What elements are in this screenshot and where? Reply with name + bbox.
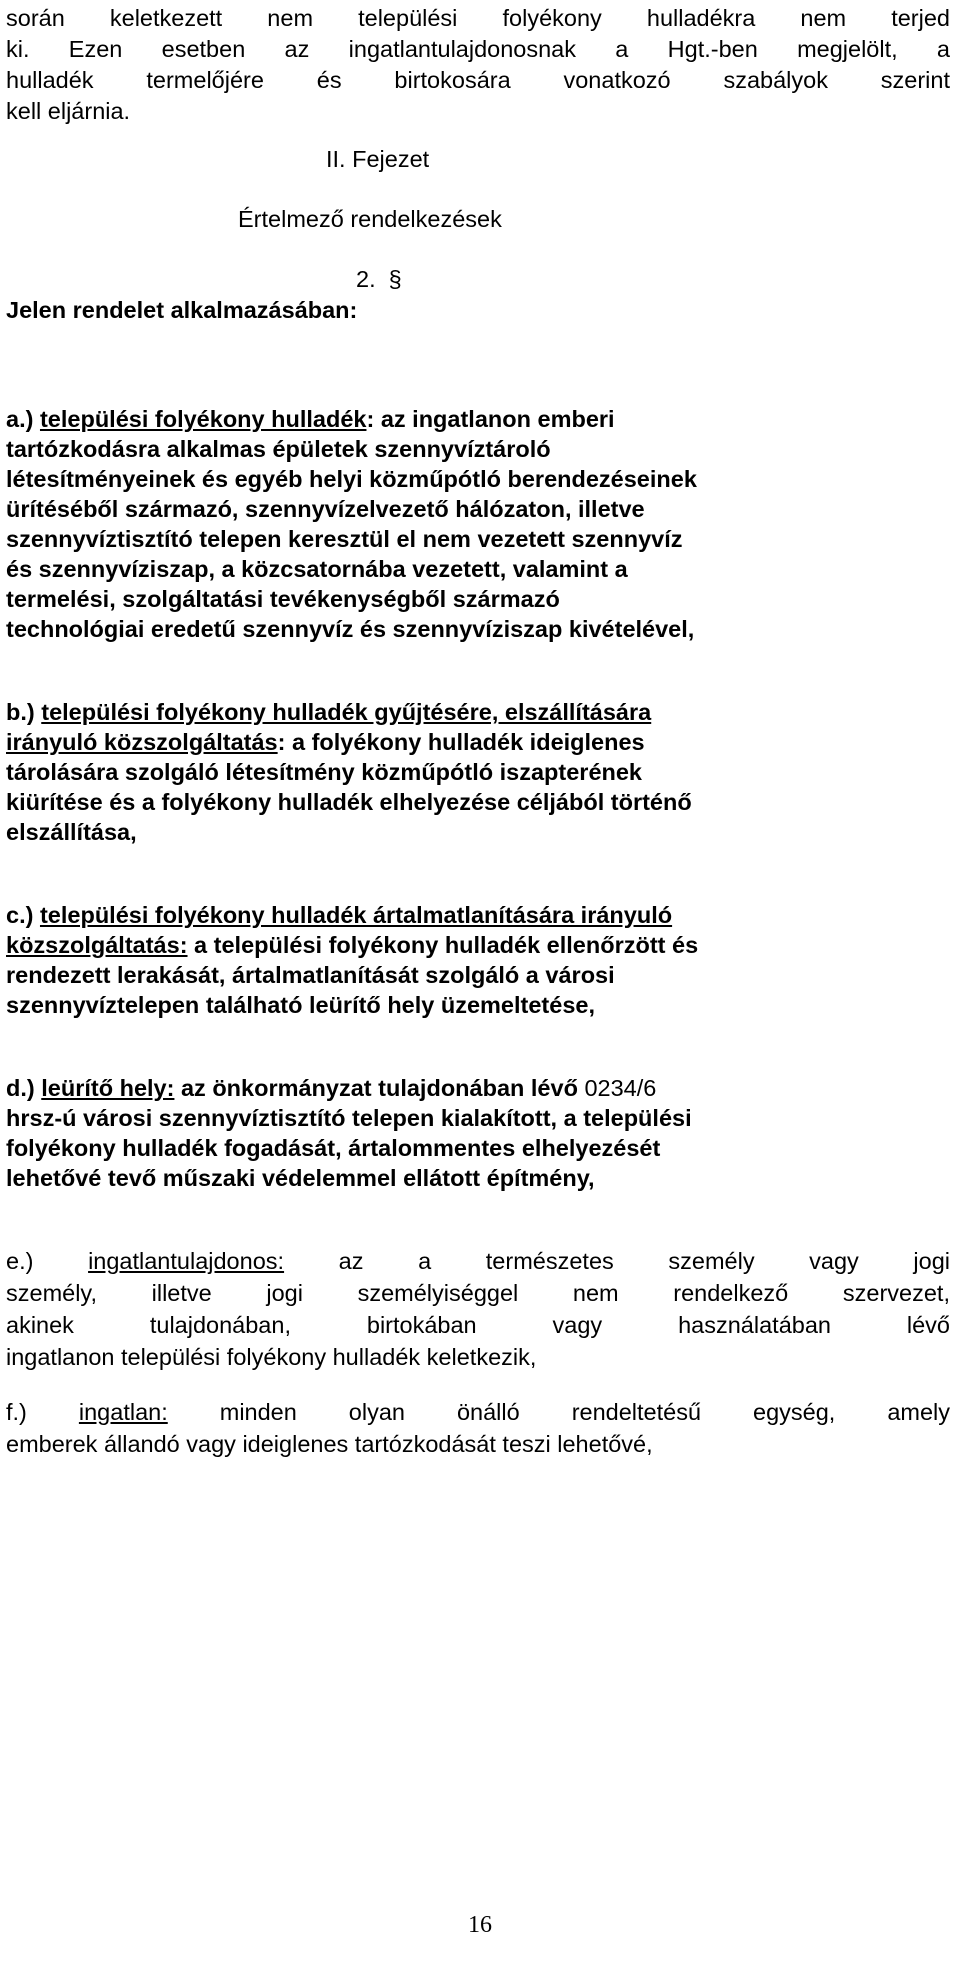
definition-text: : az ingatlanon emberi (366, 406, 615, 432)
definition-term: irányuló közszolgáltatás (6, 729, 278, 755)
definition-line: termelési, szolgáltatási tevékenységből származó (6, 586, 560, 612)
lead-sentence: Jelen rendelet alkalmazásában: (6, 297, 358, 323)
definition-line: elszállítása, (6, 819, 137, 845)
definition-marker: c.) (6, 902, 34, 928)
definition-text: minden olyan önálló rendeltetésű egység, amely (167, 1399, 951, 1425)
definition-e-first-line (6, 1247, 950, 1276)
definition-text: : a folyékony hulladék ideiglenes (277, 729, 645, 755)
definition-line: lehetővé tevő műszaki védelemmel ellátott építmény, (6, 1165, 595, 1191)
definition-term: közszolgáltatás: (6, 932, 188, 958)
definition-b-second-line (6, 728, 645, 757)
page-number: 16 (468, 1912, 492, 1938)
definition-marker: f.) (6, 1399, 27, 1425)
intro-line: kell eljárnia. (6, 98, 131, 124)
definition-a-first-line (6, 405, 615, 434)
definition-line: rendezett lerakását, ártalmatlanítását szolgáló a városi (6, 962, 615, 988)
definition-line: hrsz-ú városi szennyvíztisztító telepen kialakított, a települési (6, 1105, 692, 1131)
definition-marker: a.) (6, 406, 34, 432)
section-number-value: 2. (356, 266, 376, 292)
definition-line: kiürítése és a folyékony hulladék elhelyezése céljából történő (6, 789, 692, 815)
definition-text: az önkormányzat tulajdonában lévő (174, 1075, 585, 1101)
definition-line: és szennyvíziszap, a közcsatornába vezetett, valamint a (6, 556, 628, 582)
definition-line: személy, illetve jogi személyiséggel nem rendelkező szervezet, (6, 1280, 950, 1306)
intro-line: ki. Ezen esetben az ingatlantulajdonosnak a Hgt.-ben megjelölt, a (6, 36, 950, 62)
definition-line: szennyvíztelepen található leürítő hely üzemeltetése, (6, 992, 595, 1018)
definition-term: települési folyékony hulladék ártalmatlanítására irányuló (39, 902, 673, 928)
chapter-title: Értelmező rendelkezések (238, 206, 502, 232)
definition-text: az a természetes személy vagy jogi (284, 1248, 951, 1274)
definition-term: települési folyékony hulladék gyűjtésére, elszállítására (41, 699, 652, 725)
definition-term: települési folyékony hulladék (39, 406, 367, 432)
definition-line: létesítményeinek és egyéb helyi közműpótló berendezéseinek (6, 466, 697, 492)
definition-line: ingatlanon települési folyékony hulladék keletkezik, (6, 1344, 537, 1370)
definition-term: leürítő hely: (41, 1075, 175, 1101)
definition-line: folyékony hulladék fogadását, ártalommentes elhelyezését (6, 1135, 661, 1161)
definition-term: ingatlan: (78, 1399, 168, 1425)
definition-f-first-line (6, 1398, 950, 1427)
definition-line: tárolására szolgáló létesítmény közműpótló iszapterének (6, 759, 643, 785)
section-symbol: § (388, 266, 402, 292)
definition-line: szennyvíztisztító telepen keresztül el nem vezetett szennyvíz (6, 526, 683, 552)
definition-line: tartózkodásra alkalmas épületek szennyvíztároló (6, 436, 551, 462)
intro-line: során keletkezett nem települési folyékony hulladékra nem terjed (6, 5, 950, 31)
parcel-number: 0234/6 (584, 1075, 657, 1101)
section-number (356, 266, 402, 293)
definition-c-first-line (6, 901, 672, 930)
definition-c-second-line (6, 931, 698, 960)
definition-d-first-line (6, 1074, 656, 1103)
definition-marker: e.) (6, 1248, 34, 1274)
definition-term: ingatlantulajdonos: (88, 1248, 285, 1274)
definition-text: a települési folyékony hulladék ellenőrzött és (187, 932, 699, 958)
definition-line: technológiai eredetű szennyvíz és szennyvíziszap kivételével, (6, 616, 695, 642)
definition-marker: b.) (6, 699, 35, 725)
definition-b-first-line (6, 698, 651, 727)
definition-marker: d.) (6, 1075, 35, 1101)
intro-line: hulladék termelőjére és birtokosára vonatkozó szabályok szerint (6, 67, 950, 93)
definition-line: akinek tulajdonában, birtokában vagy használatában lévő (6, 1312, 950, 1338)
definition-line: ürítéséből származó, szennyvízelvezető hálózaton, illetve (6, 496, 645, 522)
definition-line: emberek állandó vagy ideiglenes tartózkodását teszi lehetővé, (6, 1431, 653, 1457)
chapter-number: II. Fejezet (326, 146, 430, 172)
